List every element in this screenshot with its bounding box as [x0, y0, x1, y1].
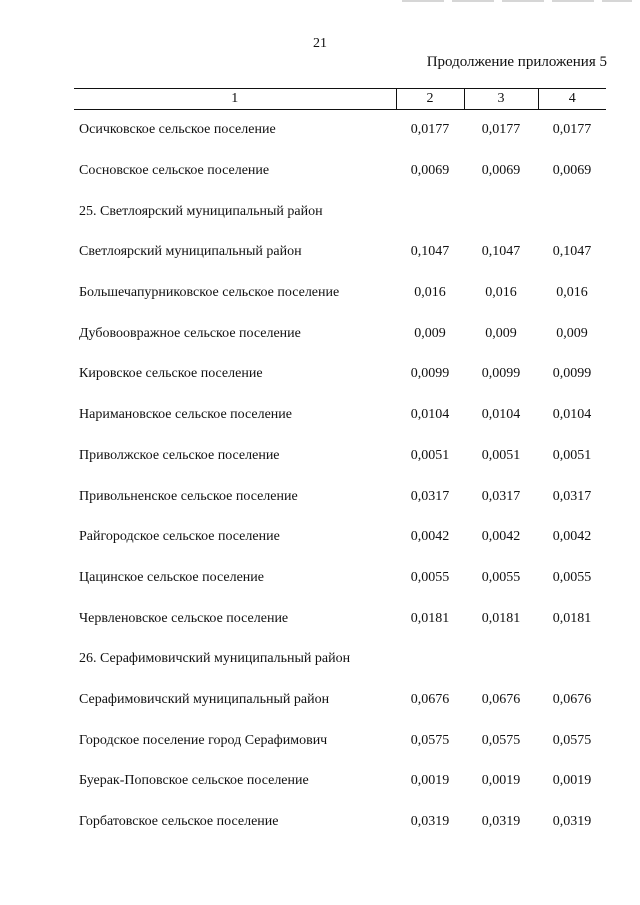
row-name-cell: Осичковское сельское поселение — [79, 122, 276, 138]
value-cell-col4: 0,009 — [556, 325, 588, 341]
row-name-cell: Приволжское сельское поселение — [79, 447, 280, 463]
value-cell-col4: 0,0177 — [552, 122, 592, 138]
value-cell-col2: 0,0069 — [410, 163, 450, 179]
table-row — [74, 110, 606, 151]
value-cell-col3: 0,0676 — [481, 691, 521, 707]
column-header: 3 — [464, 89, 538, 110]
value-cell-col4: 0,0055 — [552, 569, 592, 585]
value-cell-col4: 0,0099 — [552, 366, 592, 382]
value-cell-col3: 0,0104 — [481, 407, 521, 423]
value-cell-col3: 0,016 — [485, 285, 517, 301]
row-name-cell: Райгородское сельское поселение — [79, 529, 280, 545]
value-cell-col2: 0,0055 — [410, 569, 450, 585]
value-cell-col3: 0,009 — [485, 325, 517, 341]
table-row — [74, 558, 606, 599]
table-header-row — [74, 89, 606, 110]
value-cell-col3: 0,0019 — [481, 773, 521, 789]
value-cell-col2: 0,0181 — [410, 610, 450, 626]
value-cell-col2: 0,0676 — [410, 691, 450, 707]
row-name-cell: Привольненское сельское поселение — [79, 488, 298, 504]
value-cell-col4: 0,0676 — [552, 691, 592, 707]
value-cell-col3: 0,0181 — [481, 610, 521, 626]
value-cell-col2: 0,0317 — [410, 488, 450, 504]
value-cell-col4: 0,0181 — [552, 610, 592, 626]
scan-artifact-stripe — [402, 0, 632, 2]
value-cell-col3: 0,0099 — [481, 366, 521, 382]
column-header: 1 — [74, 89, 396, 110]
data-table — [74, 88, 606, 842]
table-row — [74, 476, 606, 517]
value-cell-col2: 0,0051 — [410, 447, 450, 463]
row-name-cell: Червленовское сельское поселение — [79, 610, 289, 626]
row-name-cell: 26. Серафимовичский муниципальный район — [79, 651, 351, 667]
value-cell-col2: 0,0104 — [410, 407, 450, 423]
table-body — [74, 110, 606, 843]
value-cell-col4: 0,0319 — [552, 814, 592, 830]
table-row — [74, 436, 606, 477]
value-cell-col4: 0,0317 — [552, 488, 592, 504]
table-row — [74, 313, 606, 354]
value-cell-col4 — [538, 191, 606, 232]
value-cell-col3: 0,0042 — [481, 529, 521, 545]
value-cell-col2: 0,0575 — [410, 732, 450, 748]
continuation-label: Продолжение приложения 5 — [426, 54, 607, 70]
row-name-cell: 25. Светлоярский муниципальный район — [79, 203, 323, 219]
value-cell-col3: 0,0051 — [481, 447, 521, 463]
value-cell-col3: 0,0055 — [481, 569, 521, 585]
table-row — [74, 232, 606, 273]
value-cell-col3: 0,0177 — [481, 122, 521, 138]
value-cell-col2: 0,0177 — [410, 122, 450, 138]
value-cell-col2: 0,016 — [414, 285, 446, 301]
column-header: 2 — [396, 89, 464, 110]
row-name-cell: Дубовоовражное сельское поселение — [79, 325, 301, 341]
row-name-cell: Серафимовичский муниципальный район — [79, 691, 330, 707]
table-row — [74, 354, 606, 395]
row-name-cell: Наримановское сельское поселение — [79, 407, 293, 423]
value-cell-col2: 0,0042 — [410, 529, 450, 545]
value-cell-col4: 0,0042 — [552, 529, 592, 545]
table-row — [74, 680, 606, 721]
table-row — [74, 517, 606, 558]
value-cell-col3 — [464, 191, 538, 232]
row-name-cell: Сосновское сельское поселение — [79, 163, 270, 179]
table-row — [74, 639, 606, 680]
row-name-cell: Цацинское сельское поселение — [79, 569, 264, 585]
value-cell-col3: 0,0069 — [481, 163, 521, 179]
value-cell-col4: 0,0051 — [552, 447, 592, 463]
row-name-cell: Светлоярский муниципальный район — [79, 244, 302, 260]
value-cell-col2 — [396, 191, 464, 232]
table-row — [74, 802, 606, 843]
value-cell-col4: 0,016 — [556, 285, 588, 301]
row-name-cell: Городское поселение город Серафимович — [79, 732, 328, 748]
value-cell-col2: 0,0019 — [410, 773, 450, 789]
table-row — [74, 720, 606, 761]
value-cell-col3: 0,0317 — [481, 488, 521, 504]
page-number: 21 — [313, 36, 327, 51]
value-cell-col4: 0,0104 — [552, 407, 592, 423]
value-cell-col2: 0,009 — [414, 325, 446, 341]
value-cell-col4: 0,1047 — [552, 244, 592, 260]
column-header: 4 — [538, 89, 606, 110]
value-cell-col3: 0,0575 — [481, 732, 521, 748]
value-cell-col3: 0,1047 — [481, 244, 521, 260]
table-row — [74, 191, 606, 232]
value-cell-col4: 0,0575 — [552, 732, 592, 748]
row-name-cell: Горбатовское сельское поселение — [79, 814, 279, 830]
value-cell-col3: 0,0319 — [481, 814, 521, 830]
value-cell-col4: 0,0069 — [552, 163, 592, 179]
value-cell-col4: 0,0019 — [552, 773, 592, 789]
table-row — [74, 151, 606, 192]
table-row — [74, 761, 606, 802]
row-name-cell: Кировское сельское поселение — [79, 366, 263, 382]
table-row — [74, 598, 606, 639]
value-cell-col2: 0,0319 — [410, 814, 450, 830]
table-row — [74, 273, 606, 314]
row-name-cell: Большечапурниковское сельское поселение — [79, 285, 340, 301]
value-cell-col3 — [464, 639, 538, 680]
value-cell-col4 — [538, 639, 606, 680]
value-cell-col2: 0,0099 — [410, 366, 450, 382]
value-cell-col2 — [396, 639, 464, 680]
table-row — [74, 395, 606, 436]
row-name-cell: Буерак-Поповское сельское поселение — [79, 773, 309, 789]
value-cell-col2: 0,1047 — [410, 244, 450, 260]
